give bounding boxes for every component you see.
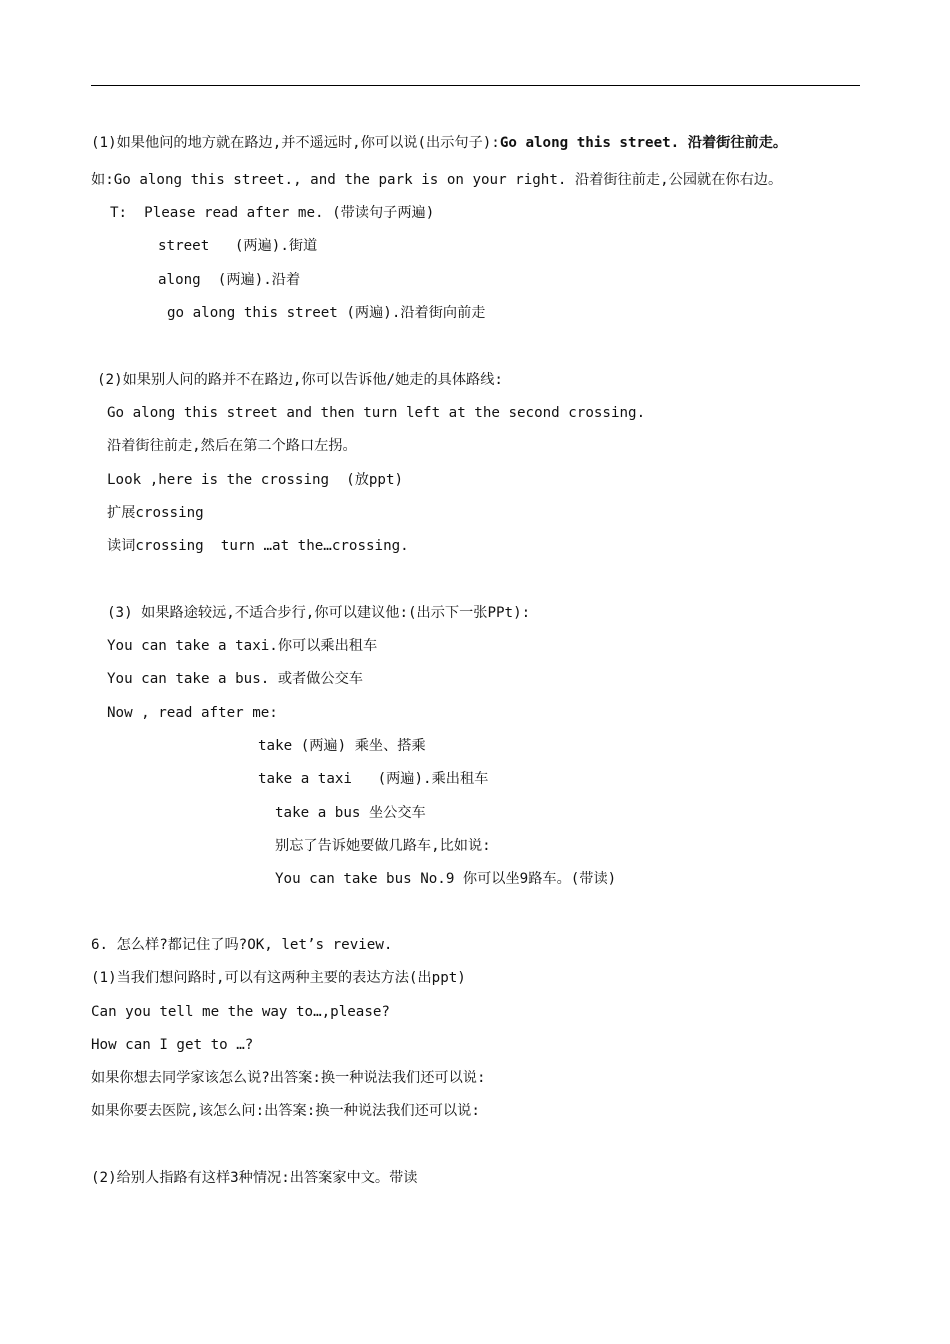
line-1-lead: (1)如果他问的地方就在路边,并不遥远时,你可以说(出示句子):: [91, 135, 500, 151]
text-line: 沿着街往前走,然后在第二个路口左拐。: [107, 438, 357, 454]
text-line: 别忘了告诉她要做几路车,比如说:: [275, 838, 491, 854]
text-line: go along this street (两遍).沿着街向前走: [167, 305, 486, 321]
text-line: 扩展crossing: [107, 505, 204, 521]
text-line: You can take bus No.9 你可以坐9路车。(带读): [275, 871, 617, 887]
text-line: (2)给别人指路有这样3种情况:出答案家中文。带读: [91, 1170, 418, 1186]
text-line-1: [91, 134, 787, 152]
text-line: along (两遍).沿着: [158, 272, 301, 288]
line-1-bold-sentence: Go along this street. 沿着街往前走。: [499, 135, 788, 151]
text-line: street (两遍).街道: [158, 238, 318, 254]
text-line: (3) 如果路途较远,不适合步行,你可以建议他:(出示下一张PPt):: [107, 605, 531, 621]
header-rule: [91, 85, 860, 86]
text-line: 如果你要去医院,该怎么问:出答案:换一种说法我们还可以说:: [91, 1103, 480, 1119]
text-line: Now , read after me:: [107, 705, 278, 721]
text-line: take a bus 坐公交车: [275, 805, 426, 821]
text-line: (2)如果别人问的路并不在路边,你可以告诉他/她走的具体路线:: [97, 372, 503, 388]
text-line: Go along this street and then turn left at the second crossing.: [107, 405, 646, 421]
text-line: take (两遍) 乘坐、搭乘: [258, 738, 426, 754]
text-line: take a taxi (两遍).乘出租车: [258, 771, 489, 787]
text-line: Can you tell me the way to…,please?: [91, 1004, 390, 1020]
text-line: (1)当我们想问路时,可以有这两种主要的表达方法(出ppt): [91, 970, 466, 986]
text-line: 读词crossing turn …at the…crossing.: [107, 538, 409, 554]
text-line: How can I get to …?: [91, 1037, 254, 1053]
text-line: T: Please read after me. (带读句子两遍): [110, 205, 435, 221]
text-line: You can take a bus. 或者做公交车: [107, 671, 363, 687]
text-line: 如:Go along this street., and the park is on your right. 沿着街往前走,公园就在你右边。: [91, 172, 783, 188]
text-line: You can take a taxi.你可以乘出租车: [107, 638, 378, 654]
text-line: Look ,here is the crossing (放ppt): [107, 472, 404, 488]
text-line: 如果你想去同学家该怎么说?出答案:换一种说法我们还可以说:: [91, 1070, 486, 1086]
text-line: 6. 怎么样?都记住了吗?OK, let’s review.: [91, 937, 393, 953]
